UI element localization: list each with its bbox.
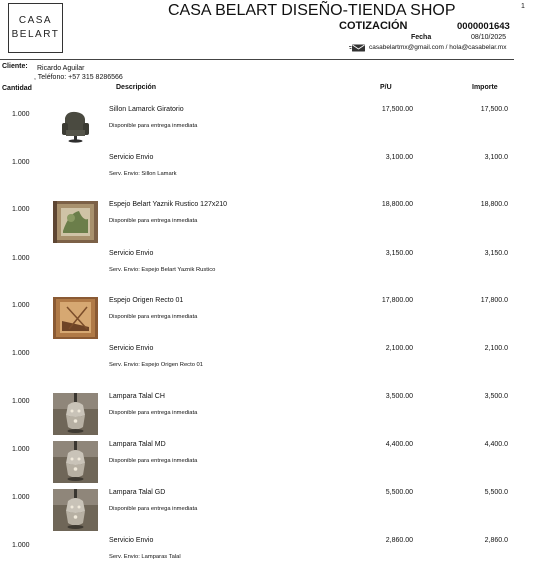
amount: 5,500.0: [484, 489, 508, 496]
column-header-unit-price: P/U: [380, 84, 392, 91]
item-name: Servicio Envio: [109, 537, 154, 544]
logo-line-2: BELART: [11, 29, 60, 40]
document-type: COTIZACIÓN: [339, 20, 408, 32]
item-name: Espejo Origen Recto 01: [109, 297, 184, 304]
item-name: Servicio Envio: [109, 154, 154, 161]
amount: 17,500.0: [480, 106, 508, 113]
item-note: Disponible para entrega inmediata: [109, 218, 198, 224]
unit-price: 3,100.00: [385, 154, 413, 161]
product-photo-mirror-rustic: [53, 201, 98, 243]
table-row: [0, 345, 533, 391]
item-note: Disponible para entrega inmediata: [109, 123, 198, 129]
logo-line-1: CASA: [18, 15, 53, 26]
unit-price: 17,500.00: [381, 106, 413, 113]
table-row: [0, 489, 533, 535]
item-name: Espejo Belart Yaznik Rustico 127x210: [109, 201, 228, 208]
table-row: [0, 201, 533, 247]
row-quantity: 1.000: [12, 446, 30, 453]
amount: 3,100.0: [484, 154, 508, 161]
amount: 17,800.0: [480, 297, 508, 304]
item-name: Servicio Envio: [109, 345, 154, 352]
item-note: Disponible para entrega inmediata: [109, 314, 198, 320]
item-note: Disponible para entrega inmediata: [109, 506, 198, 512]
contact-emails: casabelartmx@gmail.com / hola@casabelar.mx: [369, 44, 507, 51]
item-note: Disponible para entrega inmediata: [109, 410, 198, 416]
column-header-description: Descripción: [116, 84, 157, 91]
item-name: Servicio Envio: [109, 250, 154, 257]
company-logo: [8, 3, 63, 53]
unit-price: 2,860.00: [385, 537, 413, 544]
item-note: Serv. Envio: Espejo Belart Yaznik Rustico: [109, 267, 216, 273]
item-name: Lampara Talal GD: [109, 489, 166, 496]
unit-price: 3,500.00: [385, 393, 413, 400]
row-quantity: 1.000: [12, 542, 30, 549]
table-row: [0, 537, 533, 565]
product-photo-lamp: [53, 489, 98, 531]
unit-price: 5,500.00: [385, 489, 413, 496]
table-row: [0, 441, 533, 487]
row-quantity: 1.000: [12, 255, 30, 262]
row-quantity: 1.000: [12, 159, 30, 166]
client-name: Ricardo Aguilar: [37, 65, 85, 72]
unit-price: 4,400.00: [385, 441, 413, 448]
page-number: 1: [521, 3, 525, 10]
item-note: Serv. Envio: Lamparas Talal: [109, 554, 181, 560]
row-quantity: 1.000: [12, 350, 30, 357]
unit-price: 17,800.00: [381, 297, 413, 304]
row-quantity: 1.000: [12, 111, 30, 118]
amount: 3,150.0: [484, 250, 508, 257]
amount: 2,100.0: [484, 345, 508, 352]
client-phone: , Teléfono: +57 315 8286566: [34, 74, 123, 81]
amount: 3,500.0: [484, 393, 508, 400]
table-row: [0, 250, 533, 296]
item-name: Sillon Lamarck Giratorio: [109, 106, 184, 113]
item-name: Lampara Talal CH: [109, 393, 165, 400]
client-label: Cliente:: [2, 63, 28, 70]
product-photo-chair: [53, 106, 98, 148]
item-name: Lampara Talal MD: [109, 441, 166, 448]
date-label: Fecha: [411, 34, 432, 41]
table-row: [0, 154, 533, 200]
amount: 4,400.0: [484, 441, 508, 448]
unit-price: 3,150.00: [385, 250, 413, 257]
table-row: [0, 106, 533, 152]
amount: 18,800.0: [480, 201, 508, 208]
item-note: Serv. Envio: Sillon Lamark: [109, 171, 177, 177]
row-quantity: 1.000: [12, 302, 30, 309]
company-name: CASA BELART DISEÑO-TIENDA SHOP: [168, 2, 456, 19]
table-row: [0, 297, 533, 343]
date-value: 08/10/2025: [471, 34, 507, 41]
product-photo-mirror-origen: [53, 297, 98, 339]
mail-icon: [349, 44, 366, 52]
item-note: Disponible para entrega inmediata: [109, 458, 198, 464]
column-header-amount: Importe: [472, 84, 498, 91]
unit-price: 2,100.00: [385, 345, 413, 352]
item-note: Serv. Envio: Espejo Origen Recto 01: [109, 362, 203, 368]
amount: 2,860.0: [484, 537, 508, 544]
table-row: [0, 393, 533, 439]
column-header-quantity: Cantidad: [2, 85, 32, 92]
document-number: 0000001643: [457, 21, 510, 32]
row-quantity: 1.000: [12, 206, 30, 213]
product-photo-lamp: [53, 441, 98, 483]
product-photo-lamp: [53, 393, 98, 435]
row-quantity: 1.000: [12, 398, 30, 405]
row-quantity: 1.000: [12, 494, 30, 501]
unit-price: 18,800.00: [381, 201, 413, 208]
header-divider: [0, 59, 514, 60]
